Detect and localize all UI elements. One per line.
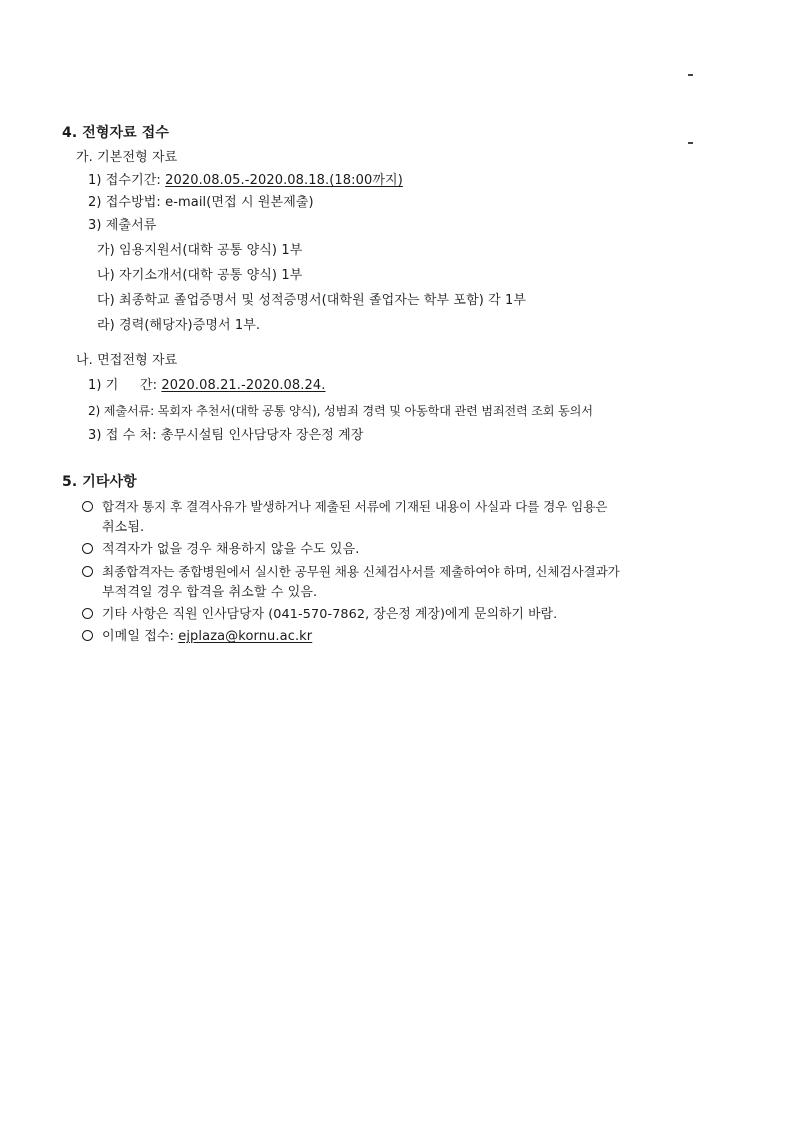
scan-mark [688,142,693,144]
scan-mark [688,74,693,76]
circle-bullet-icon [82,630,93,641]
notice-item-1-text: 합격자 통지 후 결격사유가 발생하거나 제출된 서류에 기재된 내용이 사실과 다를 경우 임용은 [102,499,608,514]
notice-item-3-text: 최종합격자는 종합병원에서 실시한 공무원 채용 신체검사서를 제출하여야 하며, 신체검사결과가 [102,564,620,579]
part-a-period-value: 2020.08.05.-2020.08.18.(18:00까지) [165,173,403,188]
part-b-period [88,377,326,395]
part-a-period [88,172,403,190]
circle-bullet-icon [82,608,93,619]
part-a-period-label: 1) 접수기간: [88,173,161,188]
part-b-place: 3) 접 수 처: 총무시설팀 인사담당자 장은정 계장 [88,428,364,443]
circle-bullet-icon [82,543,93,554]
notice-item-5-label: 이메일 접수: [102,629,175,644]
circle-bullet-icon [82,566,93,577]
part-b-period-value: 2020.08.21.-2020.08.24. [161,378,326,393]
part-a-title: 가. 기본전형 자료 [76,150,178,165]
notice-item-4 [82,606,557,624]
notice-item-2-text: 적격자가 없을 경우 채용하지 않을 수도 있음. [102,542,360,557]
notice-item-1-continued: 취소됨. [102,520,145,535]
email-link[interactable]: ejplaza@kornu.ac.kr [178,629,313,644]
part-a-doc-item: 나) 자기소개서(대학 공통 양식) 1부 [97,268,303,283]
part-b-docs: 2) 제출서류: 목회자 추천서(대학 공통 양식), 성범죄 경력 및 아동학대 관련 범죄전력 조회 동의서 [88,404,593,418]
part-a-method: 2) 접수방법: e-mail(면접 시 원본제출) [88,195,314,210]
part-a-doc-item: 라) 경력(해당자)증명서 1부. [97,318,261,333]
part-a-doc-item: 다) 최종학교 졸업증명서 및 성적증명서(대학원 졸업자는 학부 포함) 각 1부 [97,293,527,308]
notice-item-2 [82,541,359,559]
notice-item-1 [82,498,607,516]
part-b-title: 나. 면접전형 자료 [76,353,178,368]
notice-item-3-continued: 부적격일 경우 합격을 취소할 수 있음. [102,585,318,600]
notice-item-3 [82,563,620,581]
part-b-period-label: 1) 기 간: [88,378,158,393]
section-4-title: 4. 전형자료 접수 [62,125,169,141]
part-a-docs-title: 3) 제출서류 [88,218,157,233]
section-5-title: 5. 기타사항 [62,474,137,490]
notice-item-5 [82,628,312,646]
part-a-doc-item: 가) 임용지원서(대학 공통 양식) 1부 [97,243,303,258]
notice-item-4-text: 기타 사항은 직원 인사담당자 (041-570-7862, 장은정 계장)에게 문의하기 바람. [102,607,558,622]
circle-bullet-icon [82,501,93,512]
